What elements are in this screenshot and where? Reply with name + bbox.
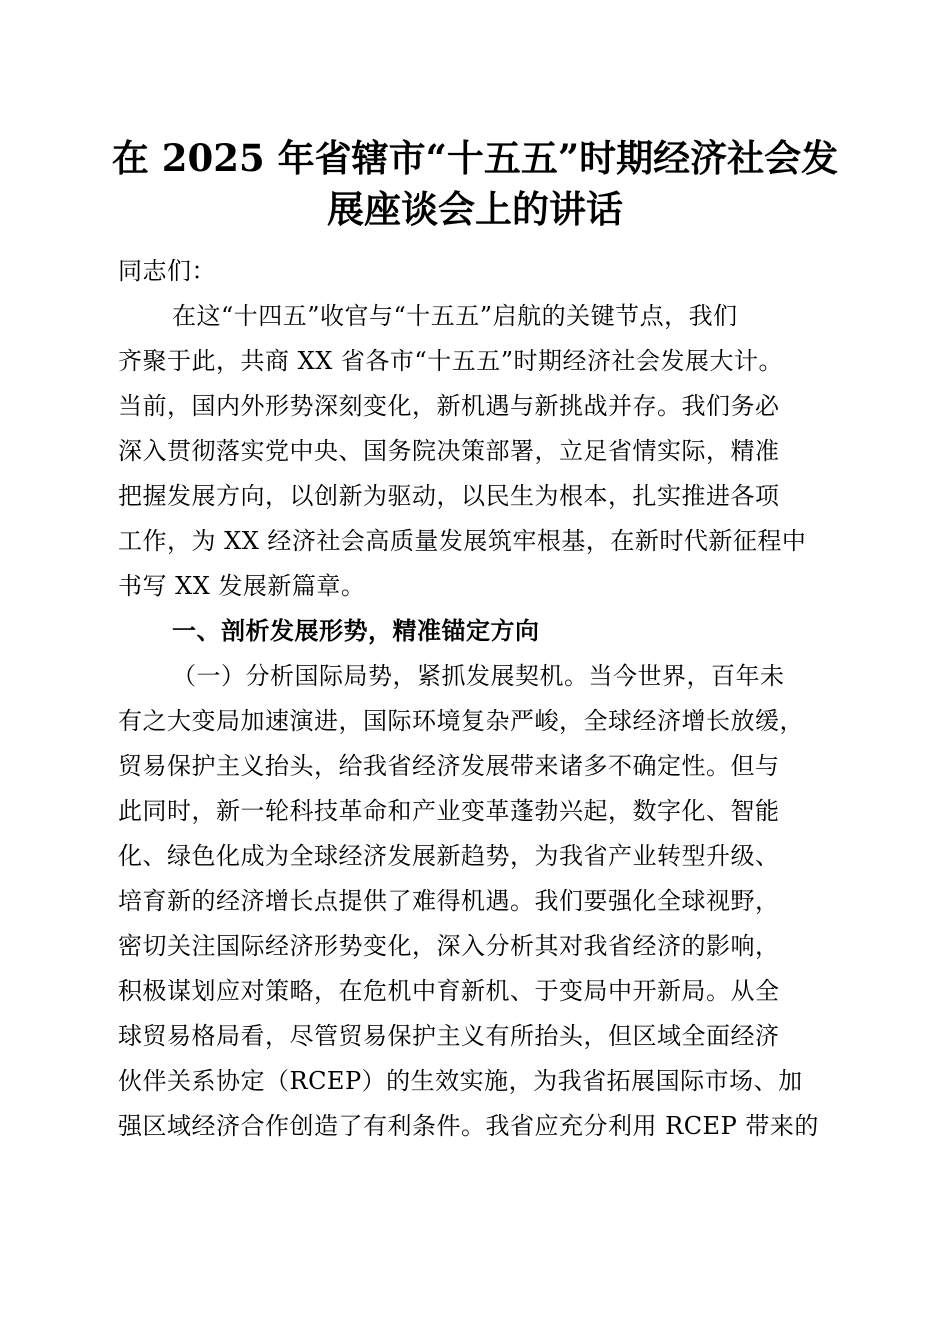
paragraph-line: 把握发展方向，以创新为驱动，以民生为根本，扎实推进各项	[118, 482, 780, 510]
paragraph-line: 有之大变局加速演进，国际环境复杂严峻，全球经济增长放缓，	[118, 707, 804, 735]
paragraph-line: 齐聚于此，共商 XX 省各市“十五五”时期经济社会发展大计。	[118, 347, 783, 375]
salutation: 同志们：	[118, 257, 216, 285]
paragraph-line: 书写 XX 发展新篇章。	[118, 572, 366, 600]
paragraph-line: （一）分析国际局势，紧抓发展契机。当今世界，百年未	[172, 662, 785, 690]
paragraph-line: 积极谋划应对策略，在危机中育新机、于变局中开新局。从全	[118, 977, 780, 1005]
paragraph-line: 深入贯彻落实党中央、国务院决策部署，立足省情实际，精准	[118, 437, 780, 465]
paragraph-line: 化、绿色化成为全球经济发展新趋势，为我省产业转型升级、	[118, 842, 780, 870]
paragraph-line: 工作，为 XX 经济社会高质量发展筑牢根基，在新时代新征程中	[118, 527, 807, 555]
paragraph-line: 伙伴关系协定（RCEP）的生效实施，为我省拓展国际市场、加	[118, 1067, 803, 1095]
document-title	[100, 133, 850, 235]
paragraph-line: 当前，国内外形势深刻变化，新机遇与新挑战并存。我们务必	[118, 392, 780, 420]
paragraph-line: 强区域经济合作创造了有利条件。我省应充分利用 RCEP 带来的	[118, 1112, 819, 1140]
title-line-1: 在 2025 年省辖市“十五五”时期经济社会发	[111, 136, 839, 180]
section-1-1-paragraph	[118, 654, 838, 1149]
title-line-2: 展座谈会上的讲话	[327, 187, 623, 231]
paragraph-line: 培育新的经济增长点提供了难得机遇。我们要强化全球视野，	[118, 887, 780, 915]
document-body	[118, 249, 838, 1149]
paragraph-line: 在这“十四五”收官与“十五五”启航的关键节点，我们	[172, 302, 738, 330]
paragraph-line: 密切关注国际经济形势变化，深入分析其对我省经济的影响，	[118, 932, 780, 960]
paragraph-line: 贸易保护主义抬头，给我省经济发展带来诸多不确定性。但与	[118, 752, 780, 780]
paragraph-line: 球贸易格局看，尽管贸易保护主义有所抬头，但区域全面经济	[118, 1022, 780, 1050]
paragraph-line: 此同时，新一轮科技革命和产业变革蓬勃兴起，数字化、智能	[118, 797, 780, 825]
section-heading: 一、剖析发展形势，精准锚定方向	[172, 617, 540, 645]
intro-paragraph	[118, 294, 838, 609]
